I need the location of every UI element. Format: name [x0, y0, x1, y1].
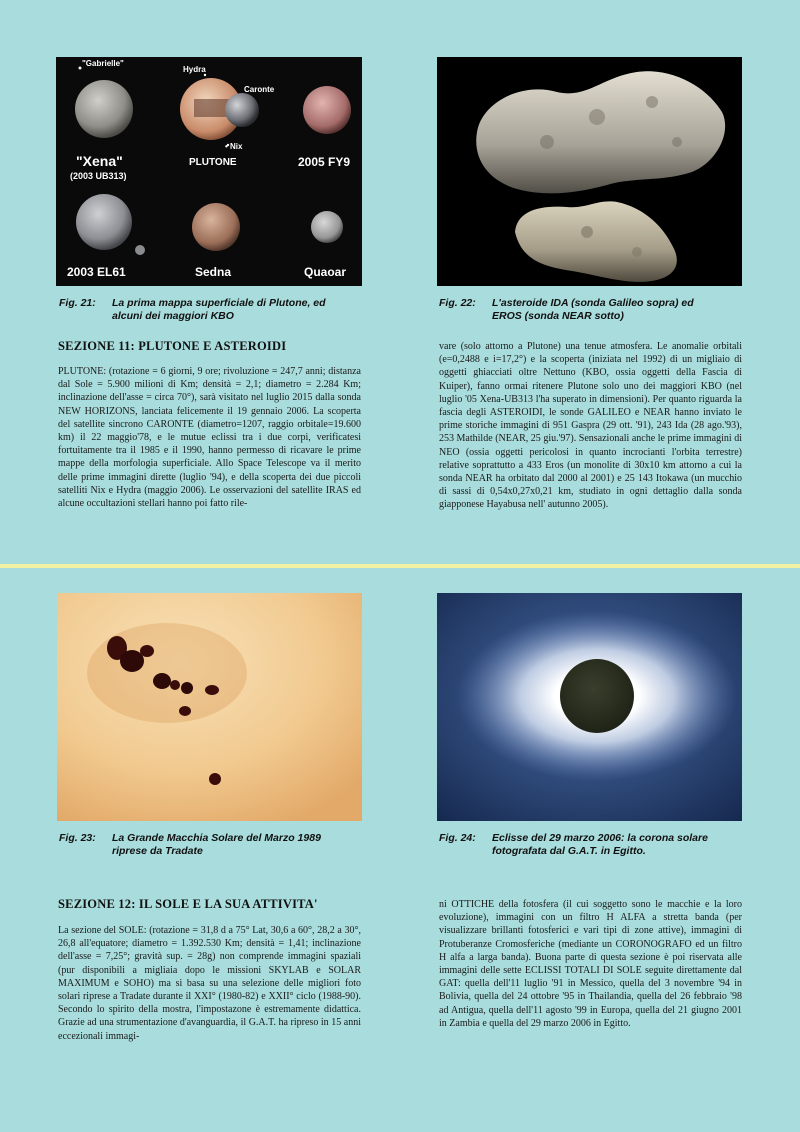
- section-12-title: SEZIONE 12: IL SOLE E LA SUA ATTIVITA': [58, 897, 318, 911]
- fig-23-caption-text: La Grande Macchia Solare del Marzo 1989 riprese da Tradate: [112, 832, 321, 858]
- asteroids-ida-eros-photo: [437, 57, 742, 286]
- label-plutone: PLUTONE: [189, 157, 237, 168]
- label-xena: "Xena": [76, 153, 123, 169]
- label-quaoar: Quaoar: [304, 265, 347, 279]
- horizontal-divider: [0, 564, 800, 568]
- section-12-left-column: La sezione del SOLE: (rotazione = 31,8 d a 75° Lat, 30,6 a 60°, 28,2 a 30°, 26,8 all'equatore; diametro = 1.392.530 Km; densità = 1,41; inclinazione dell'asse = 7,25°; gravità sup. = 28g) non comprende immagini spaziali (pur disponibili a migliaia dopo le missioni SKYLAB e SOLAR MAXIMUM e SOHO) ma si basa su una selezione delle migliori foto solari riprese a Tradate durante il XXI° (1980-82) e XXII° ciclo (1988-90). Secondo lo spirito della mostra, l'impostazone è estremamente didattica. Grazie ad una strumentazione d'avanguardia, il G.A.T. ha ripreso in 15 anni eccezionali immagi-: [58, 925, 361, 1042]
- fig-21-caption-text: La prima mappa superficiale di Plutone, ed alcuni dei maggiori KBO: [112, 297, 326, 323]
- figure-23-sunspot-image: [57, 593, 362, 821]
- section-11-right-column: vare (solo attorno a Plutone) una tenue atmosfera. Le anomalie orbitali (e=0,2488 e i=17,2°) e la scoperta (iniziata nel 1992) di un migliaio di oggetti ghiacciati oltre Nettuno (KBO, ossia oggetti della Fascia di Kuiper), fanno ormai ritenere Plutone solo uno dei maggiori KBO (nel luglio '05 Xena-UB313 l'ha superato in dimensioni). Per quanto riguarda la fascia degli ASTEROIDI, le sonde GALILEO e NEAR hanno inviato le prime storiche immagini di 951 Gaspra (29 ott. '91), 243 Ida (28 ago.'93), 253 Mathilde (NEAR, 25 giu.'97). Sensazionali anche le prime immagini di NEO (ossia oggetti pericolosi in quanto incrocianti l'orbita terrestre) relative soprattutto a 433 Eros (un monolite di 30x10 km attorno a cui la sonda NEAR ha orbitato dal 2000 al 2001) e 25 143 Itokawa (un mucchio di sassi di 0,54x0,27x0,21 km, studiato in ogni dettaglio dalla sonda giapponese Hayabusa nell' autunno 2005).: [439, 341, 742, 511]
- label-sedna: Sedna: [195, 265, 232, 279]
- fig-24-number: Fig. 24:: [439, 832, 476, 844]
- eclipse-corona-photo: [437, 593, 742, 821]
- fig-24-caption-text: Eclisse del 29 marzo 2006: la corona solare fotografata dal G.A.T. in Egitto.: [492, 832, 708, 858]
- label-xena-code: (2003 UB313): [70, 171, 127, 181]
- label-hydra: Hydra: [183, 65, 206, 74]
- section-11-left-column: PLUTONE: (rotazione = 6 giorni, 9 ore; rivoluzione = 247,7 anni; distanza dal Sole = 5.900 milioni di Km; densità = 2,1; diametro = 2.284 Km; inclinazione dell'asse = circa 70°), sarà visitato nel luglio 2015 dalla sonda NEW HORIZONS, lanciata felicemente il 19 gennaio 2006. La scoperta del satellite sincrono CARONTE (diametro=1207, raggio orbitale=19.600 km) il 22 maggio'78, e le mutue eclissi tra i due corpi, verificatesi fortuitamente tra il 1985 e il 1990, hanno permesso di ricavare le prime mappe della morfologia superficiale. Allo Space Telescope va il merito delle prime immagini dirette (luglio '94), e della scoperta dei due piccoli satelliti Nix e Hydra (maggio 2006). Le osservazioni del satellite IRAS ed alcune occultazioni stellari hanno poi fatto rile-: [58, 366, 361, 509]
- caption-fig-24: [439, 832, 759, 862]
- section-12-right-column: ni OTTICHE della fotosfera (il cui soggetto sono le macchie e la loro evoluzione), immagini con un filtro H ALFA a stretta banda (per visualizzare brillanti fotosferici e vari tipi di zone attive), immagini di Protuberanze Cromosferiche (mediante un CORONOGRAFO ed un filtro H alfa a larga banda). Buona parte di questa sezione è poi riservata alle immagini delle sette ECLISSI TOTALI DI SOLE seguite direttamente dal GAT: quella dell'11 luglio '91 in Messico, quella del 3 novembre '94 in Bolivia, quella del 24 ottobre '95 in Thailandia, quella del 26 febbraio '98 ad Antigua, quella dell'11 agosto '99 in Europa, quella del 21 giugno 2001 in Zambia e quella del 29 marzo 2006 in Egitto.: [439, 899, 742, 1029]
- figure-21-pluto-kbo-image: [56, 57, 362, 286]
- sunspot-photo: [57, 593, 362, 821]
- fig-22-caption-text: L'asteroide IDA (sonda Galileo sopra) ed EROS (sonda NEAR sotto): [492, 297, 694, 323]
- section-11-title: SEZIONE 11: PLUTONE E ASTEROIDI: [58, 339, 287, 353]
- label-nix: • Nix: [225, 142, 243, 151]
- caption-fig-21: [59, 297, 379, 327]
- label-caronte: Caronte: [244, 85, 275, 94]
- fig-23-number: Fig. 23:: [59, 832, 96, 844]
- label-2005-fy9: 2005 FY9: [298, 155, 351, 169]
- caption-fig-23: [59, 832, 379, 862]
- label-gabrielle: "Gabrielle": [82, 59, 124, 68]
- figure-22-asteroids-image: [437, 57, 742, 286]
- caption-fig-22: [439, 297, 759, 327]
- fig-22-number: Fig. 22:: [439, 297, 476, 309]
- fig-21-number: Fig. 21:: [59, 297, 96, 309]
- figure-24-eclipse-image: [437, 593, 742, 821]
- label-2003-el61: 2003 EL61: [67, 265, 126, 279]
